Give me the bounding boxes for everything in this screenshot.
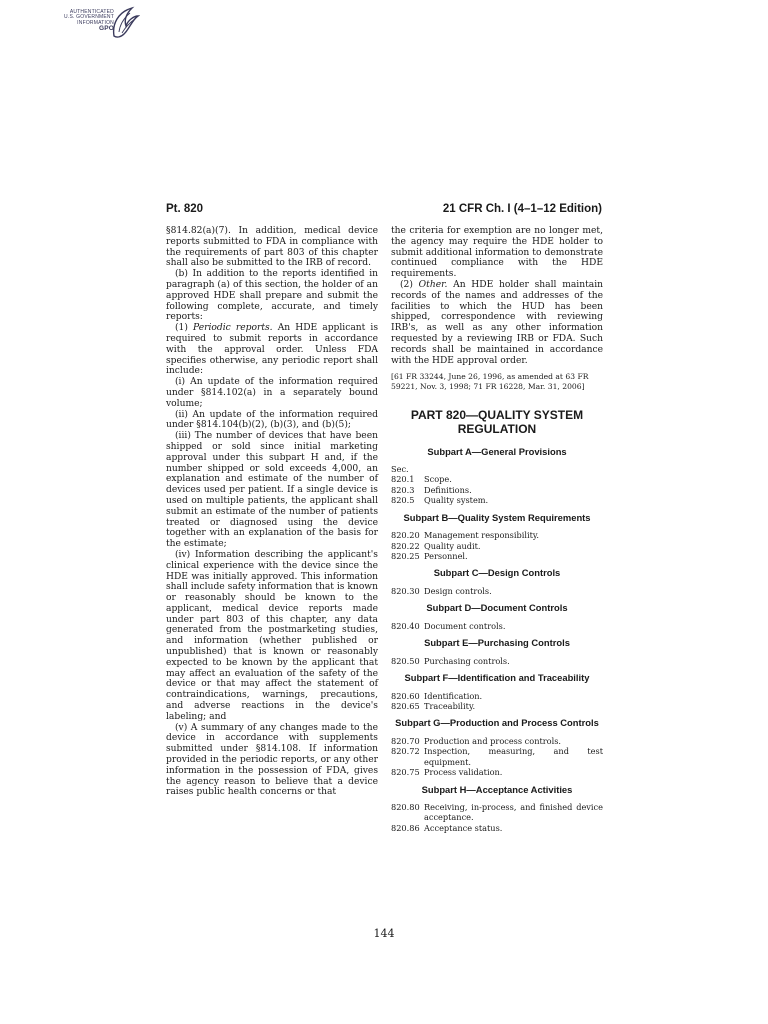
section-entry <box>391 823 603 833</box>
section-title: Inspection, measuring, and test equipment. <box>424 746 603 767</box>
subpart-heading: Subpart E—Purchasing Controls <box>424 637 570 649</box>
section-number: 820.1 <box>391 474 415 485</box>
section-list <box>391 691 603 712</box>
section-list <box>391 802 603 833</box>
section-entry <box>391 485 603 495</box>
section-number: 820.30 <box>391 585 420 596</box>
section-title: Design controls. <box>424 585 492 596</box>
paragraph-heading: Periodic reports. <box>193 323 273 334</box>
section-number: 820.70 <box>391 735 420 746</box>
seal-line-1: AUTHENTICATED <box>69 9 114 15</box>
paragraph: (v) A summary of any changes made to the device in accordance with supplements submitted under §814.108. If information provided in the periodic reports, or any other information in the possession of FDA, gives the agency reason to believe that a device raises public health concerns or that <box>166 722 378 798</box>
section-number: 820.80 <box>391 802 420 813</box>
seal-line-3: INFORMATION <box>77 19 114 26</box>
paragraph-text: An HDE holder shall maintain records of the names and addresses of the facilities to which the HUD has been shipped, correspondence with reviewing IRB's, as well as any other information requested by a reviewing IRB or FDA. Such records shall be maintained in accordance with the HDE approval order. <box>391 279 603 366</box>
section-number: 820.86 <box>391 822 420 833</box>
paragraph: §814.82(a)(7). In addition, medical device reports submitted to FDA in compliance with the requirements of part 803 of this chapter shall also be submitted to the IRB of record. <box>166 226 378 269</box>
section-entry <box>391 551 603 561</box>
paragraph-label: (2) <box>400 279 419 290</box>
section-title: Identification. <box>424 690 483 701</box>
running-head <box>166 203 602 219</box>
section-title: Scope. <box>424 474 452 485</box>
section-number: 820.22 <box>391 540 420 551</box>
paragraph: (b) In addition to the reports identified in paragraph (a) of this section, the holder of an approved HDE shall prepare and submit the following complete, accurate, and timely reports: <box>166 269 378 323</box>
section-entry <box>391 691 603 701</box>
section-entry <box>391 656 603 666</box>
section-entry <box>391 701 603 711</box>
paragraph-heading: Other. <box>418 279 448 290</box>
subpart-heading: Subpart H—Acceptance Activities <box>421 783 573 795</box>
section-entry <box>391 495 603 505</box>
section-entry <box>391 736 603 746</box>
paragraph-periodic-reports <box>166 323 378 377</box>
table-of-contents <box>391 446 603 834</box>
subpart-heading: Subpart C—Design Controls <box>433 567 561 579</box>
section-entry <box>391 586 603 596</box>
section-number: 820.72 <box>391 746 420 757</box>
section-number: 820.60 <box>391 690 420 701</box>
section-number: 820.50 <box>391 655 420 666</box>
section-number: 820.5 <box>391 495 415 506</box>
page-number: 144 <box>373 927 395 940</box>
section-entry <box>391 541 603 551</box>
section-list <box>391 736 603 778</box>
section-title: Acceptance status. <box>424 822 503 833</box>
part-title: PART 820—QUALITY SYSTEM REGULATION <box>410 407 584 436</box>
left-column <box>166 226 378 798</box>
subpart-heading: Subpart G—Production and Process Controls <box>395 717 599 729</box>
seal-line-4: GPO <box>98 25 114 33</box>
section-entry <box>391 767 603 777</box>
section-title: Quality audit. <box>424 540 481 551</box>
subpart-heading: Subpart A—General Provisions <box>427 445 567 457</box>
section-entry <box>391 621 603 631</box>
section-title: Document controls. <box>424 620 506 631</box>
section-number: 820.25 <box>391 550 420 561</box>
section-title: Definitions. <box>424 484 472 495</box>
section-entry <box>391 530 603 540</box>
subpart-heading: Subpart D—Document Controls <box>426 602 568 614</box>
seal-line-2: U.S. GOVERNMENT <box>64 14 114 21</box>
section-list <box>391 474 603 505</box>
section-number: 820.40 <box>391 620 420 631</box>
paragraph-other <box>391 280 603 366</box>
paragraph-label: (1) <box>175 323 194 334</box>
right-column <box>391 226 603 833</box>
paragraph: the criteria for exemption are no longer met, the agency may require the HDE holder to submit additional information to demonstrate continued compliance with the HDE requirements. <box>391 226 603 280</box>
section-title: Personnel. <box>424 550 468 561</box>
section-title: Production and process controls. <box>424 735 562 746</box>
paragraph: (ii) An update of the information required under §814.104(b)(2), (b)(3), and (b)(5); <box>166 409 378 431</box>
cfr-edition: 21 CFR Ch. I (4–1–12 Edition) <box>442 203 602 215</box>
section-entry <box>391 802 603 823</box>
part-reference: Pt. 820 <box>166 203 204 215</box>
section-title: Traceability. <box>424 701 476 712</box>
section-number: 820.65 <box>391 701 420 712</box>
section-title: Process validation. <box>424 767 503 778</box>
paragraph: (iii) The number of devices that have been shipped or sold since initial marketing approval under this subpart H and, if the number shipped or sold exceeds 4,000, an explanation and estimate of the number of devices used per patient. If a single device is used on multiple patients, the applicant shall submit an estimate of the number of patients treated or diagnosed using the device together with an explanation of the basis for the estimate; <box>166 431 378 550</box>
section-title: Receiving, in-process, and finished device acceptance. <box>424 802 603 823</box>
section-list <box>391 530 603 561</box>
paragraph: (i) An update of the information required under §814.102(a) in a separately bound volume; <box>166 377 378 409</box>
section-title: Purchasing controls. <box>424 655 510 666</box>
section-entry <box>391 474 603 484</box>
section-list <box>391 621 603 631</box>
section-number: 820.75 <box>391 767 420 778</box>
section-entry <box>391 746 603 767</box>
section-column-label: Sec. <box>391 464 409 475</box>
section-list <box>391 656 603 666</box>
eagle-seal-icon <box>110 6 140 42</box>
section-title: Quality system. <box>424 495 489 506</box>
subpart-heading: Subpart B—Quality System Requirements <box>403 511 591 523</box>
gpo-authentication-seal <box>26 4 144 44</box>
subpart-heading: Subpart F—Identification and Traceability <box>404 672 590 684</box>
section-title: Management responsibility. <box>424 530 540 541</box>
paragraph-text: An HDE applicant is required to submit reports in accordance with the approval order. Unless FDA specifies otherwise, any periodic report shall include: <box>166 323 379 377</box>
section-list <box>391 586 603 596</box>
section-number: 820.3 <box>391 484 415 495</box>
source-note: [61 FR 33244, June 26, 1996, as amended at 63 FR 59221, Nov. 3, 1998; 71 FR 16228, Mar. 31, 2006] <box>391 372 589 391</box>
section-number: 820.20 <box>391 530 420 541</box>
paragraph: (iv) Information describing the applicant's clinical experience with the device since the HDE was initially approved. This information shall include safety information that is known or reasonably should be known to the applicant, medical device reports made under part 803 of this chapter, any data generated from the postmarketing studies, and information (whether published or unpublished) that is known or reasonably expected to be known by the applicant that may affect an evaluation of the safety of the device or that may affect the statement of contraindications, warnings, precautions, and adverse reactions in the device's labeling; and <box>166 549 378 722</box>
seal-text <box>30 10 114 32</box>
